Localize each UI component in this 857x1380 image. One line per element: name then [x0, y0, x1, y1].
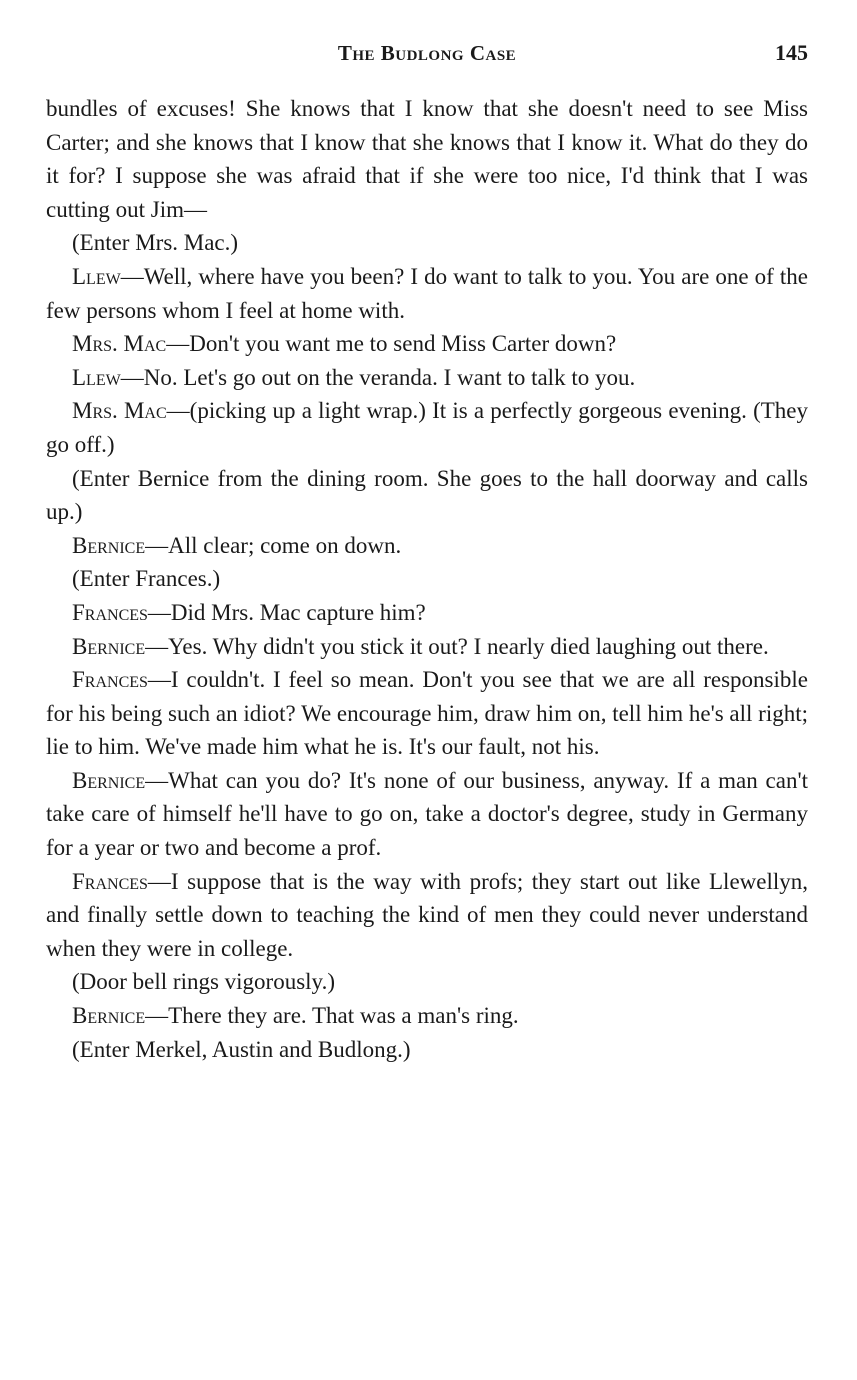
paragraph-text: —(picking up a light wrap.) It is a perfectly gorgeous evening. (They go off.) [46, 398, 808, 457]
speaker-name: Bernice [72, 1003, 146, 1029]
speaker-name: Bernice [72, 633, 146, 659]
dialogue-paragraph [46, 361, 808, 395]
dialogue-paragraph [46, 260, 808, 327]
dialogue-paragraph [46, 999, 808, 1033]
stage-direction [46, 226, 808, 260]
paragraph-text: —What can you do? It's none of our business, anyway. If a man can't take care of himself he'll have to go on, take a doctor's degree, study in Germany for a year or two and become a prof. [46, 767, 808, 861]
stage-direction [46, 1033, 808, 1067]
paragraph-text: —All clear; come on down. [145, 532, 402, 558]
speaker-name: Llew [72, 364, 121, 390]
speaker-name: Llew [72, 263, 121, 289]
speaker-name: Mrs. Mac [72, 331, 167, 357]
paragraph-text: (Enter Merkel, Austin and Budlong.) [72, 1036, 411, 1062]
paragraph-text: (Enter Bernice from the dining room. She goes to the hall doorway and calls up.) [46, 465, 808, 525]
paragraph-text: bundles of excuses! She knows that I know that she doesn't need to see Miss Carter; and she knows that I know that she knows that I know it. What do they do it for? I suppose she was afraid that if she were too nice, I'd think that I was cutting out Jim— [46, 96, 808, 222]
running-head [46, 38, 808, 72]
dialogue-paragraph [46, 630, 808, 664]
paragraph-text: —I couldn't. I feel so mean. Don't you see that we are all responsible for his being such an idiot? We encourage him, draw him on, tell him he's all right; lie to him. We've made him what he is. It's our fault, not his. [46, 667, 808, 760]
speaker-name: Frances [72, 868, 148, 894]
stage-direction [46, 562, 808, 596]
continued-paragraph [46, 92, 808, 226]
paragraph-text: —Well, where have you been? I do want to talk to you. You are one of the few persons whom I feel at home with. [46, 263, 808, 323]
speaker-name: Bernice [72, 532, 146, 558]
paragraph-text: —Don't you want me to send Miss Carter down? [166, 331, 617, 357]
paragraph-text: (Enter Frances.) [72, 566, 221, 592]
dialogue-paragraph [46, 596, 808, 630]
dialogue-paragraph [46, 865, 808, 966]
paragraph-text: (Door bell rings vigorously.) [72, 969, 335, 995]
speaker-name: Frances [72, 599, 148, 625]
running-title: The Budlong Case [337, 41, 517, 65]
paragraph-text: —There they are. That was a man's ring. [145, 1003, 519, 1029]
paragraph-text: —Did Mrs. Mac capture him? [147, 599, 426, 625]
speaker-name: Bernice [72, 767, 146, 793]
dialogue-paragraph [46, 529, 808, 563]
paragraph-text: (Enter Mrs. Mac.) [72, 230, 239, 256]
stage-direction [46, 462, 808, 529]
dialogue-paragraph [46, 764, 808, 865]
speaker-name: Frances [72, 667, 148, 693]
dialogue-paragraph [46, 394, 808, 461]
paragraph-text: —No. Let's go out on the veranda. I want to talk to you. [120, 364, 636, 390]
dialogue-paragraph [46, 327, 808, 361]
speaker-name: Mrs. Mac [72, 398, 167, 424]
page-number: 145 [775, 40, 808, 65]
paragraph-text: —Yes. Why didn't you stick it out? I nearly died laughing out there. [145, 633, 769, 659]
stage-direction [46, 965, 808, 999]
body-text [46, 92, 808, 1066]
paragraph-text: —I suppose that is the way with profs; they start out like Llewellyn, and finally settle down to teaching the kind of men they could never understand when they were in college. [46, 868, 808, 961]
dialogue-paragraph [46, 663, 808, 764]
